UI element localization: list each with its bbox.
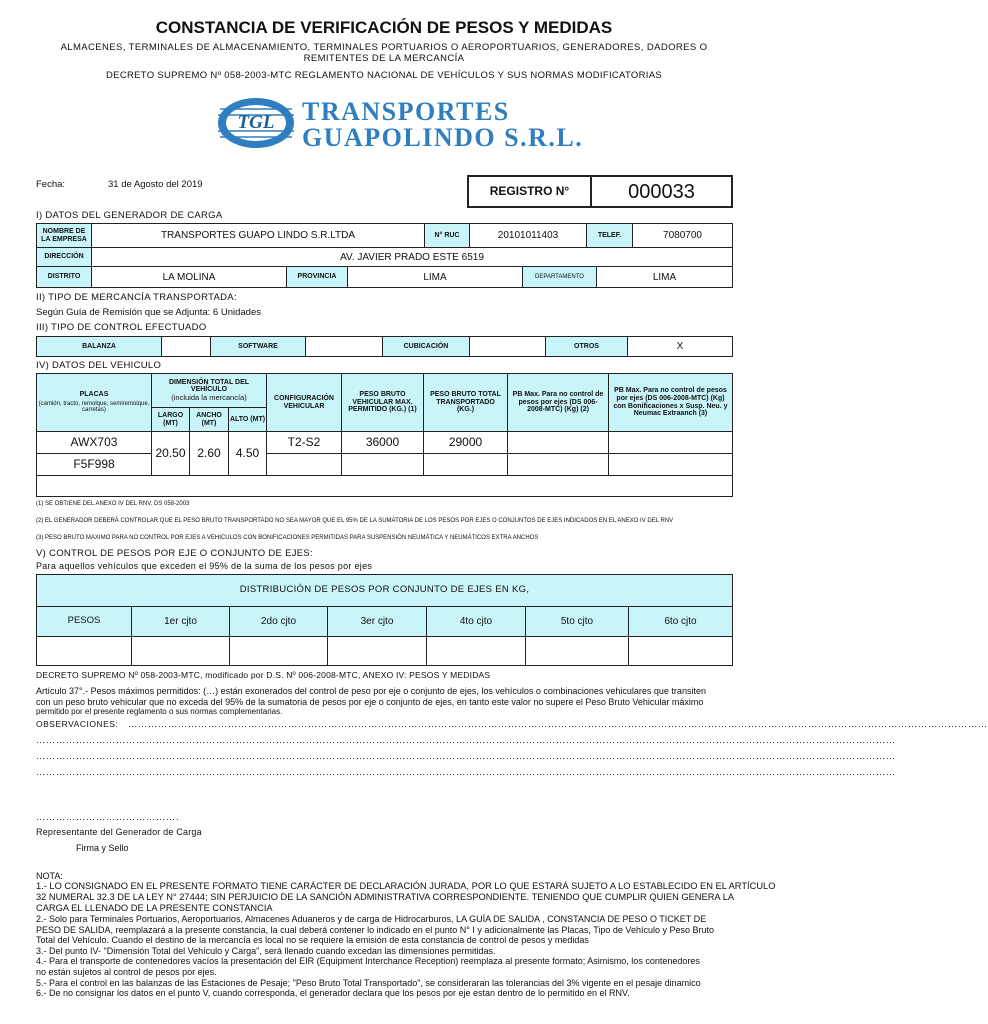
pbcontrol-value [507, 431, 609, 454]
placas-header [36, 373, 152, 432]
cjto-4-value [426, 636, 526, 666]
notes-title: NOTA: [36, 871, 63, 881]
note-line: CARGA EL LLENADO DE LA PRESENTE CONSTANCIA [36, 902, 273, 913]
signature-representante: Representante del Generador de Carga [36, 827, 202, 837]
placas-label: PLACAS [79, 391, 109, 399]
section3-title: III) TIPO DE CONTROL EFECTUADO [36, 322, 207, 333]
ancho-value: 2.60 [189, 431, 229, 476]
section4-title: IV) DATOS DEL VEHICULO [36, 360, 162, 371]
footnote-2: (2) EL GENERADOR DEBERÁ CONTROLAR QUE EL PESO BRUTO TRANSPORTADO NO SEA MAYOR QUE EL 95% DE LA SUMATORIA DE LOS PESOS POR EJES O CONJUNTOS DE EJES INDICADOS EN EL ANEXO IV DEL RNV [36, 518, 674, 524]
fecha-value: 31 de Agosto del 2019 [108, 179, 203, 190]
placas-sublabel: (camión, tracto, remolque, semiremolque, carretas) [38, 400, 150, 414]
alto-header: ALTO (MT) [228, 407, 267, 432]
alto-value: 4.50 [228, 431, 267, 476]
cubicacion-label: CUBICACIÓN [382, 336, 470, 357]
signature-firma: Firma y Sello [76, 843, 129, 853]
pbcontrol-empty [507, 453, 609, 476]
decree2-line2: con un peso bruto vehicular que no exceda del 95% de la sumatoria de pesos por eje o conjunto de ejes, en tanto este valor no supere el Peso Bruto Vehicular máximo [36, 697, 704, 707]
note-line: PESO DE SALIDA, reemplazará a la presente constancia, la cual deberá contener lo indicado en el punto N° I y adicionalmente las Placas, Tipo de Vehículo y Peso Bruto [36, 924, 714, 935]
document-title: CONSTANCIA DE VERIFICACIÓN DE PESOS Y MEDIDAS [155, 18, 613, 37]
note-line: 32 NUMERAL 32.3 DE LA LEY N° 27444; SIN PERJUICIO DE LA SANCIÓN ADMINISTRATIVA CORRESPONDIENTE. TENIENDO QUE CUMPLIR QUIEN GENERA LA [36, 891, 735, 902]
empresa-value: TRANSPORTES GUAPO LINDO S.R.LTDA [91, 223, 425, 248]
note-line: 3.- Del punto IV- "Dimensión Total del Vehículo y Carga", será llenado cuando excedan las dimensiones permitidas. [36, 945, 496, 956]
logo-emblem-text: TGL [237, 112, 275, 133]
note-line: no están sujetos al control de pesos por ejes. [36, 966, 217, 977]
note-line: 5.- Para el control en las balanzas de las Estaciones de Pesaje; "Peso Bruto Total Transportado", se consideraran las tolerancias del 3% vigente en el pesaje dinamico [36, 977, 701, 988]
mercancia-text: Según Guía de Remisión que se Adjunta: 6 Unidades [36, 307, 261, 318]
cjto-1-value [131, 636, 230, 666]
observaciones-label: OBSERVACIONES: [36, 719, 119, 729]
provincia-value: LIMA [347, 266, 523, 288]
cjto-1-header: 1er cjto [131, 606, 230, 637]
signature-line: ……………………………………. [36, 812, 180, 822]
observaciones-line-3: …………………………………………………………………………………………………………………………………………………………………………………………………………………………………… [36, 751, 896, 761]
pbbonif-value [608, 431, 733, 454]
balanza-label: BALANZA [36, 336, 162, 357]
footnote-3: (3) PESO BRUTO MAXIMO PARA NO CONTROL POR EJES A VEHICULOS CON BONIFICACIONES PERMITIDAS PARA SUSPENSIÓN NEUMÁTICA Y NEUMÁTICOS EXTRA ANCHOS [36, 535, 539, 541]
software-label: SOFTWARE [210, 336, 306, 357]
departamento-value: LIMA [596, 266, 733, 288]
provincia-label: PROVINCIA [286, 266, 348, 288]
decree2-line1: Artículo 37°.- Pesos máximos permitidos: (…) están exonerados del control de peso por eje o conjunto de ejes, los vehículos o combinaciones vehiculares que transiten [36, 686, 706, 696]
pbtotal-empty [423, 453, 508, 476]
cjto-2-value [229, 636, 328, 666]
note-line: 2.- Solo para Terminales Portuarios, Aeroportuarios, Almacenes Aduaneros y de carga de Hidrocarburos, LA GUÍA DE SALIDA , CONSTANCIA DE PESO O TICKET DE [36, 913, 707, 924]
largo-header: LARGO (MT) [151, 407, 190, 432]
dimension-label: DIMENSIÓN TOTAL DEL VEHÍCULO [168, 378, 250, 394]
notes-block [36, 881, 776, 999]
header-subtitle-2: REMITENTES DE LA MERCANCÍA [303, 53, 465, 64]
section5-title: V) CONTROL DE PESOS POR EJE O CONJUNTO DE EJES: [36, 548, 313, 559]
section1-title: I) DATOS DEL GENERADOR DE CARGA [36, 210, 223, 221]
empresa-label: NOMBRE DE LA EMPRESA [36, 223, 92, 248]
decree2-title: DECRETO SUPREMO Nº 058-2003-MTC, modificado por D.S. Nº 006-2008-MTC, ANEXO IV: PESOS Y MEDIDAS [36, 670, 491, 680]
decree2-line3: permitido por el presente reglamento o sus normas complementarias. [36, 707, 283, 716]
pbmax-empty [341, 453, 424, 476]
configuracion-header: CONFIGURACIÓN VEHICULAR [266, 373, 342, 432]
observaciones-line-2: …………………………………………………………………………………………………………………………………………………………………………………………………………………………………… [36, 735, 896, 745]
fecha-label: Fecha: [36, 179, 66, 190]
pbtotal-header: PESO BRUTO TOTAL TRANSPORTADO (KG.) [423, 373, 508, 432]
otros-label: OTROS [545, 336, 628, 357]
software-value [305, 336, 383, 357]
pbmax-header: PESO BRUTO VEHICULAR MAX. PERMITIDO (KG.) (1) [341, 373, 424, 432]
telef-value: 7080700 [632, 223, 733, 248]
placa-2: F5F998 [36, 453, 152, 476]
note-line: Total del Vehículo. Cuando el destino de la mercancía es local no se requiere la emisión de esta constancia de control de pesos y medidas [36, 935, 589, 946]
pbbonif-empty [608, 453, 733, 476]
configuracion-value: T2-S2 [266, 431, 342, 454]
company-logo-emblem [216, 97, 296, 149]
cjto-2-header: 2do cjto [229, 606, 328, 637]
dimension-header [151, 373, 267, 408]
cjto-3-header: 3er cjto [327, 606, 427, 637]
telef-label: TELEF. [586, 223, 633, 248]
logo-company-line2: GUAPOLINDO S.R.L. [302, 123, 584, 152]
cjto-5-value [525, 636, 629, 666]
placa-1: AWX703 [36, 431, 152, 454]
distrito-value: LA MOLINA [91, 266, 287, 288]
section2-title: II) TIPO DE MERCANCÍA TRANSPORTADA: [36, 292, 237, 303]
direccion-label: DIRECCIÓN [36, 247, 92, 267]
observaciones-line-1: …………………………………………………………………………………………………………………………………………………………………………………………………………………………………… [128, 719, 988, 729]
pbcontrol-header: PB Max. Para no control de pesos por ejes (DS 006-2008-MTC) (Kg) (2) [507, 373, 609, 432]
pesos-label: PESOS [36, 606, 132, 637]
note-line: 4.- Para el transporte de contenedores vacíos la presentación del EIR (Equipment Interchance Reception) reemplaza al presente formato; Asimismo, los contenedores [36, 956, 700, 967]
direccion-value: AV. JAVIER PRADO ESTE 6519 [91, 247, 733, 267]
balanza-value [161, 336, 211, 357]
observaciones-line-4: …………………………………………………………………………………………………………………………………………………………………………………………………………………………………… [36, 767, 896, 777]
vehicle-empty-row [36, 475, 733, 497]
cubicacion-value [469, 336, 546, 357]
ruc-value: 20101011403 [469, 223, 587, 248]
cjto-3-value [327, 636, 427, 666]
registro-number: 000033 [590, 175, 733, 208]
section5-subtitle: Para aquellos vehículos que exceden el 95% de la suma de los pesos por ejes [36, 561, 373, 571]
distribucion-header: DISTRIBUCIÓN DE PESOS POR CONJUNTO DE EJES EN KG, [36, 574, 733, 607]
otros-value: X [627, 336, 733, 357]
header-decree: DECRETO SUPREMO Nº 058-2003-MTC REGLAMENTO NACIONAL DE VEHÍCULOS Y SUS NORMAS MODIFICATORIAS [106, 70, 662, 81]
dimension-sublabel: (incluida la mercancía) [171, 393, 247, 403]
note-line: 6.- De no consignar los datos en el punto V, cuando corresponda, el generador declara que los pesos por eje estan dentro de lo permitido en el RNV. [36, 988, 630, 999]
note-line: 1.- LO CONSIGNADO EN EL PRESENTE FORMATO TIENE CARÁCTER DE DECLARACIÓN JURADA, POR LO QUE ESTARÁ SUJETO A LO ESTABLECIDO EN EL ARTÍCULO [36, 881, 776, 891]
pbbonif-header: PB Max. Para no control de pesos por ejes (DS 006-2008-MTC) (Kg) con Bonificaciones x Susp. Neu. y Neumac Extraanch (3) [608, 373, 733, 432]
distrito-label: DISTRITO [36, 266, 92, 288]
configuracion-empty [266, 453, 342, 476]
departamento-label: DEPARTAMENTO [522, 266, 597, 288]
pbmax-value: 36000 [341, 431, 424, 454]
logo-company-line1: TRANSPORTES [302, 97, 510, 126]
cjto-6-value [628, 636, 733, 666]
registro-label: REGISTRO N° [467, 175, 592, 208]
cjto-6-header: 6to cjto [628, 606, 733, 637]
header-subtitle-1: ALMACENES, TERMINALES DE ALMACENAMIENTO, TERMINALES PORTUARIOS O AEROPORTUARIOS, GENERADORES, DADORES O [60, 42, 708, 53]
cjto-4-header: 4to cjto [426, 606, 526, 637]
ruc-label: N° RUC [424, 223, 470, 248]
cjto-5-header: 5to cjto [525, 606, 629, 637]
ancho-header: ANCHO (MT) [189, 407, 229, 432]
pesos-value-cell [36, 636, 132, 666]
footnote-1: (1) SE OBTIENE DEL ANEXO IV DEL RNV. DS 058-2003 [36, 501, 190, 507]
largo-value: 20.50 [151, 431, 190, 476]
pbtotal-value: 29000 [423, 431, 508, 454]
